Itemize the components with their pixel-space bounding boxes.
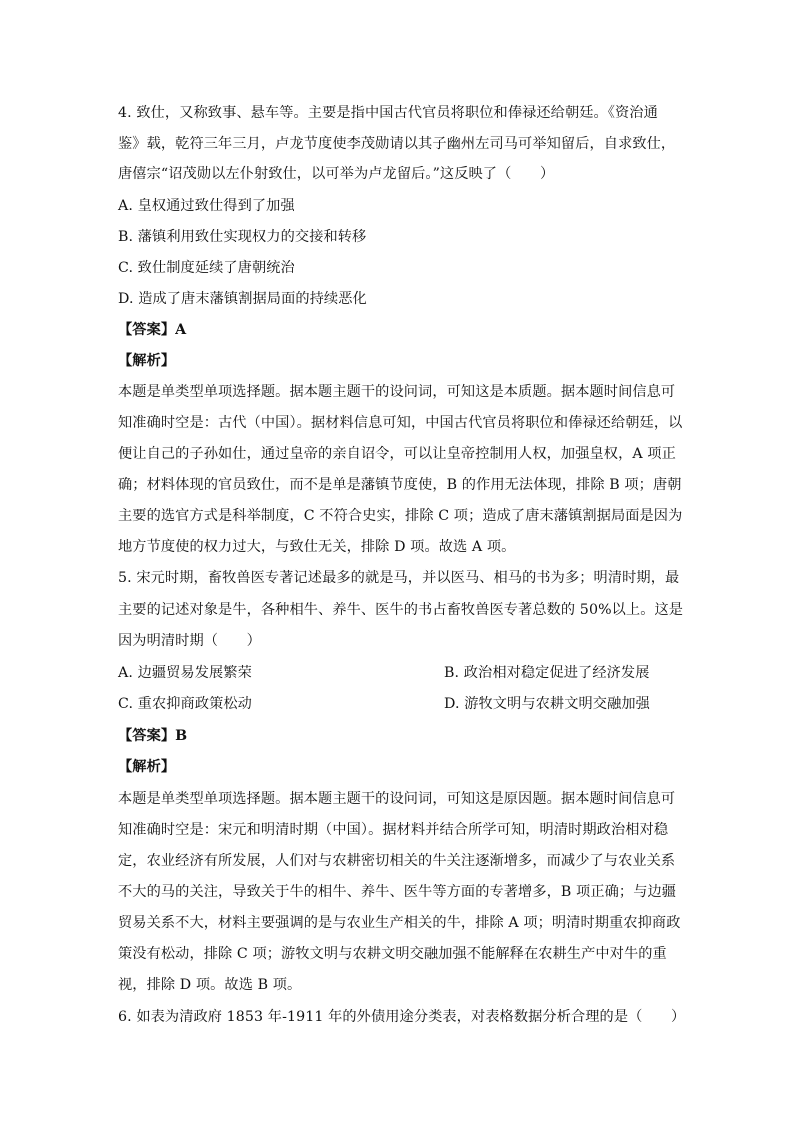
- q5-analysis-line-1: 本题是单类型单项选择题。据本题主题干的设问词，可知这是原因题。据本题时间信息可: [118, 791, 676, 807]
- q4-analysis-line-6: 地方节度使的权力过大，与致仕无关，排除 D 项。故选 A 项。: [118, 539, 516, 555]
- q4-analysis-line-3: 便让自己的子孙如仕，通过皇帝的亲自诏令，可以让皇帝控制用人权，加强皇权，A 项正: [118, 446, 676, 462]
- q5-option-c: C. 重农抑商政策松动: [118, 696, 252, 712]
- q4-analysis-line-4: 确；材料体现的官员致仕，而不是单是藩镇节度使，B 的作用无法体现，排除 B 项；唐朝: [118, 477, 682, 493]
- q4-option-c: C. 致仕制度延续了唐朝统治: [118, 260, 295, 276]
- q5-analysis-line-6: 策没有松动，排除 C 项；游牧文明与农耕文明交融加强不能解释在农耕生产中对牛的重: [118, 946, 667, 962]
- q4-analysis-line-5: 主要的选官方式是科举制度，C 不符合史实，排除 C 项；造成了唐末藩镇割据局面是因为: [118, 508, 683, 524]
- q5-analysis-line-3: 定，农业经济有所发展，人们对与农耕密切相关的牛关注逐渐增多，而减少了与农业关系: [118, 853, 676, 869]
- q5-stem-line-1: 5. 宋元时期，畜牧兽医专著记述最多的就是马，并以医马、相马的书为多；明清时期，最: [118, 570, 680, 586]
- q4-option-a: A. 皇权通过致仕得到了加强: [118, 198, 295, 214]
- q5-option-b: B. 政治相对稳定促进了经济发展: [444, 665, 650, 681]
- q4-analysis-label: 【解析】: [118, 353, 176, 369]
- q6-stem-line-1: 6. 如表为清政府 1853 年-1911 年的外债用途分类表，对表格数据分析合理的是（ ）: [118, 1009, 686, 1025]
- q5-option-d: D. 游牧文明与农耕文明交融加强: [444, 696, 650, 712]
- q5-analysis-line-4: 不大的马的关注，导致关于牛的相牛、养牛、医牛等方面的专著增多，B 项正确；与边疆: [118, 884, 677, 900]
- q4-option-b: B. 藩镇利用致仕实现权力的交接和转移: [118, 229, 367, 245]
- q4-analysis-line-1: 本题是单类型单项选择题。据本题主题干的设问词，可知这是本质题。据本题时间信息可: [118, 384, 676, 400]
- q5-answer: 【答案】B: [118, 728, 188, 744]
- q4-stem-line-3: 唐僖宗“诏茂勋以左仆射致仕，以可举为卢龙留后。”这反映了（ ）: [118, 166, 555, 182]
- q5-analysis-line-7: 视，排除 D 项。故选 B 项。: [118, 977, 302, 993]
- q5-stem-line-3: 因为明清时期（ ）: [118, 633, 261, 649]
- q5-analysis-line-5: 贸易关系不大，材料主要强调的是与农业生产相关的牛，排除 A 项；明清时期重农抑商政: [118, 915, 681, 931]
- q4-stem-line-2: 鉴》载，乾符三年三月，卢龙节度使李茂勋请以其子幽州左司马可举知留后，自求致仕，: [118, 136, 676, 152]
- q4-analysis-line-2: 知准确时空是：古代（中国）。据材料信息可知，中国古代官员将职位和俸禄还给朝廷，以: [118, 415, 683, 431]
- q5-stem-line-2: 主要的记述对象是牛，各种相牛、养牛、医牛的书占畜牧兽医专著总数的 50%以上。这是: [118, 602, 684, 618]
- q5-analysis-label: 【解析】: [118, 759, 176, 775]
- q4-option-d: D. 造成了唐末藩镇割据局面的持续恶化: [118, 291, 367, 307]
- q4-answer: 【答案】A: [118, 322, 187, 338]
- q4-stem-line-1: 4. 致仕，又称致事、悬车等。主要是指中国古代官员将职位和俸禄还给朝廷。《资治通: [118, 105, 658, 121]
- q5-analysis-line-2: 知准确时空是：宋元和明清时期（中国）。据材料并结合所学可知，明清时期政治相对稳: [118, 822, 669, 838]
- q5-option-a: A. 边疆贸易发展繁荣: [118, 665, 252, 681]
